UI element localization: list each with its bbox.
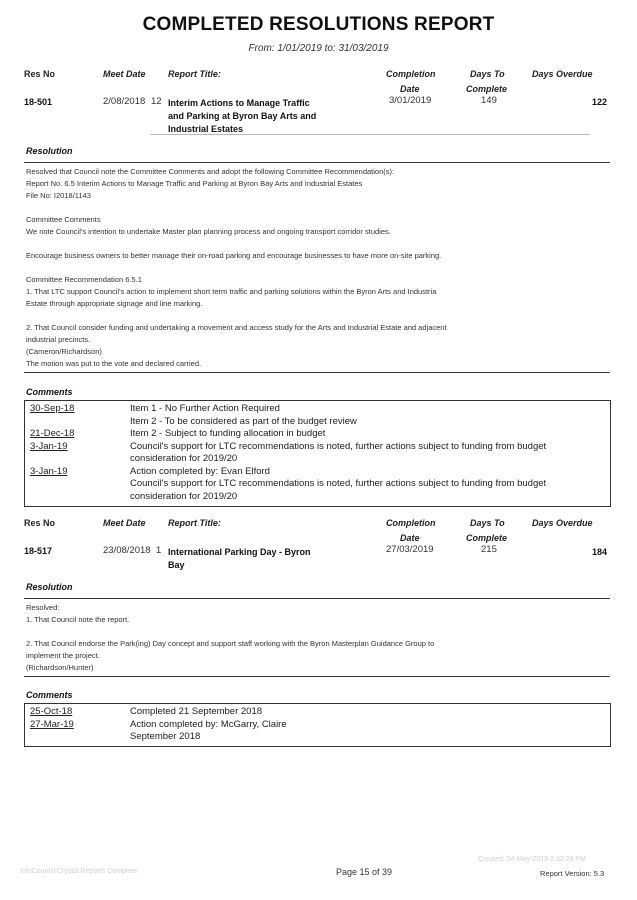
header-days-overdue: Days Overdue xyxy=(532,69,593,79)
comment-row xyxy=(30,416,600,429)
header-res-no: Res No xyxy=(24,518,56,528)
resolution-line: The motion was put to the vote and declared carried. xyxy=(26,359,202,368)
comment-row xyxy=(30,491,600,504)
resolution-line: Report No. 6.5 Interim Actions to Manage Traffic and Parking at Byron Bay Arts and Industrial Estates xyxy=(26,179,363,188)
days-to-complete: 215 xyxy=(481,544,497,555)
resolution-line: 1. That Council note the report. xyxy=(26,615,130,624)
comment-row xyxy=(30,731,600,744)
comment-date-link[interactable] xyxy=(30,731,130,744)
header-completion-date: Date xyxy=(400,84,420,94)
resolution-line: Estate through appropriate signage and line marking. xyxy=(26,299,203,308)
header-days-to: Days To xyxy=(470,518,505,528)
comment-row xyxy=(30,453,600,466)
header-meet-date: Meet Date xyxy=(103,69,146,79)
comments-label: Comments xyxy=(26,387,73,397)
comment-date-link[interactable] xyxy=(30,416,130,429)
record-title xyxy=(168,97,316,136)
header-days-to: Days To xyxy=(470,69,505,79)
comment-row xyxy=(30,428,600,441)
comment-date-link[interactable]: 3-Jan-19 xyxy=(30,465,68,477)
item-number: 1 xyxy=(156,545,162,556)
header-report-title: Report Title: xyxy=(168,518,221,528)
header-meet-date: Meet Date xyxy=(103,518,146,528)
comment-row xyxy=(30,719,600,732)
res-no: 18-517 xyxy=(24,546,53,556)
header-days-overdue: Days Overdue xyxy=(532,518,593,528)
meet-date: 23/08/2018 xyxy=(103,545,151,556)
resolution-line xyxy=(26,310,610,322)
header-report-title: Report Title: xyxy=(168,69,221,79)
header-days-to-complete: Complete xyxy=(466,533,508,543)
resolution-line: We note Council's intention to undertake Master plan planning process and ongoing transport corridor studies. xyxy=(26,227,391,236)
comment-text: Item 2 - To be considered as part of the budget review xyxy=(130,415,357,427)
resolution-line: 1. That LTC support Council's action to implement short term traffic and parking solutions within the Byron Arts and Industria xyxy=(26,287,437,296)
footer-source: InfoCouncil Crystal Reports Complete xyxy=(20,868,138,875)
resolution-label: Resolution xyxy=(26,146,73,156)
comments-list xyxy=(30,403,600,503)
divider xyxy=(24,598,610,599)
comment-text: Council's support for LTC recommendations is noted, further actions subject to funding from budget xyxy=(130,478,547,489)
resolution-line xyxy=(26,262,610,274)
comments-list xyxy=(30,706,600,744)
comment-text: Action completed by: McGarry, Claire xyxy=(130,718,287,730)
days-overdue: 122 xyxy=(592,97,608,107)
completion-date: 27/03/2019 xyxy=(386,544,434,555)
resolution-line: Encourage business owners to better manage their on-road parking and encourage businesses to have more on-site parking. xyxy=(26,251,442,260)
days-to-complete: 149 xyxy=(481,95,497,106)
resolution-line: Resolved: xyxy=(26,603,60,612)
report-title: COMPLETED RESOLUTIONS REPORT xyxy=(142,14,495,35)
header-res-no: Res No xyxy=(24,69,56,79)
record-title-line: and Parking at Byron Bay Arts and xyxy=(168,111,317,121)
header-days-to-complete: Complete xyxy=(466,84,508,94)
resolution-line xyxy=(26,626,610,638)
record-title-line: International Parking Day - Byron xyxy=(168,547,311,557)
comment-date-link[interactable]: 25-Oct-18 xyxy=(30,706,73,717)
comment-row xyxy=(30,466,600,479)
days-overdue: 184 xyxy=(592,547,608,557)
divider xyxy=(24,162,610,163)
record-title-line: Interim Actions to Manage Traffic xyxy=(168,98,310,108)
record-title-line: Industrial Estates xyxy=(168,124,244,134)
comment-row xyxy=(30,441,600,454)
page-number: Page 15 of 39 xyxy=(336,867,393,877)
resolution-line xyxy=(26,238,610,250)
resolution-line: (Richardson/Hunter) xyxy=(26,663,94,672)
comment-text: consideration for 2019/20 xyxy=(130,490,238,502)
res-no: 18-501 xyxy=(24,97,53,107)
divider xyxy=(24,676,610,677)
resolution-line: Resolved that Council note the Committee Comments and adopt the following Committee Recommendation(s): xyxy=(26,167,395,176)
divider xyxy=(150,134,590,135)
comment-date-link[interactable] xyxy=(30,453,130,466)
comment-date-link[interactable]: 27-Mar-19 xyxy=(30,718,74,730)
footer-created: Created: 04-May-2019 2:32:29 PM xyxy=(478,856,586,863)
report-version: Report Version: 5.3 xyxy=(540,869,605,878)
comment-date-link[interactable]: 30-Sep-18 xyxy=(30,403,75,414)
completion-date: 3/01/2019 xyxy=(389,95,432,106)
comment-text: Item 2 - Subject to funding allocation in budget xyxy=(130,428,326,439)
resolution-line: 2. That Council endorse the Park(ing) Day concept and support staff working with the Byron Masterplan Guidance Group to xyxy=(26,639,435,648)
comment-date-link[interactable] xyxy=(30,478,130,491)
resolution-text xyxy=(26,166,610,370)
resolution-line xyxy=(26,202,610,214)
comment-text: Completed 21 September 2018 xyxy=(130,706,263,717)
comment-text: consideration for 2019/20 xyxy=(130,453,238,464)
comments-label: Comments xyxy=(26,690,73,700)
comment-row xyxy=(30,706,600,719)
comment-text: Council's support for LTC recommendations is noted, further actions subject to funding from budget xyxy=(130,440,547,452)
comment-date-link[interactable] xyxy=(30,491,130,504)
comment-text: Item 1 - No Further Action Required xyxy=(130,403,280,414)
comment-row xyxy=(30,403,600,416)
resolution-label: Resolution xyxy=(26,582,73,592)
resolution-line: Committee Comments xyxy=(26,215,101,224)
record-title-line: Bay xyxy=(168,560,185,570)
resolution-line: (Cameron/Richardson) xyxy=(26,347,102,356)
comment-row xyxy=(30,478,600,491)
record-title xyxy=(168,546,311,572)
resolution-text xyxy=(26,602,610,674)
resolution-line: Committee Recommendation 6.5.1 xyxy=(26,275,142,284)
resolution-line: industrial precincts. xyxy=(26,335,91,344)
divider xyxy=(24,372,610,373)
header-completion: Completion xyxy=(386,69,436,79)
comment-date-link[interactable]: 3-Jan-19 xyxy=(30,440,68,452)
comment-text: September 2018 xyxy=(130,731,201,742)
header-completion: Completion xyxy=(386,518,436,528)
meet-date: 2/08/2018 xyxy=(103,96,146,107)
comment-text: Action completed by: Evan Elford xyxy=(130,465,270,477)
resolution-line: File No: I2018/1143 xyxy=(26,191,91,200)
comment-date-link[interactable]: 21-Dec-18 xyxy=(30,428,75,439)
resolution-line: implement the project. xyxy=(26,651,100,660)
header-completion-date: Date xyxy=(400,533,420,543)
resolution-line: 2. That Council consider funding and undertaking a movement and access study for the Arts and Industrial Estate and adjacent xyxy=(26,323,447,332)
item-number: 12 xyxy=(151,96,162,107)
report-date-range: From: 1/01/2019 to: 31/03/2019 xyxy=(248,43,389,54)
